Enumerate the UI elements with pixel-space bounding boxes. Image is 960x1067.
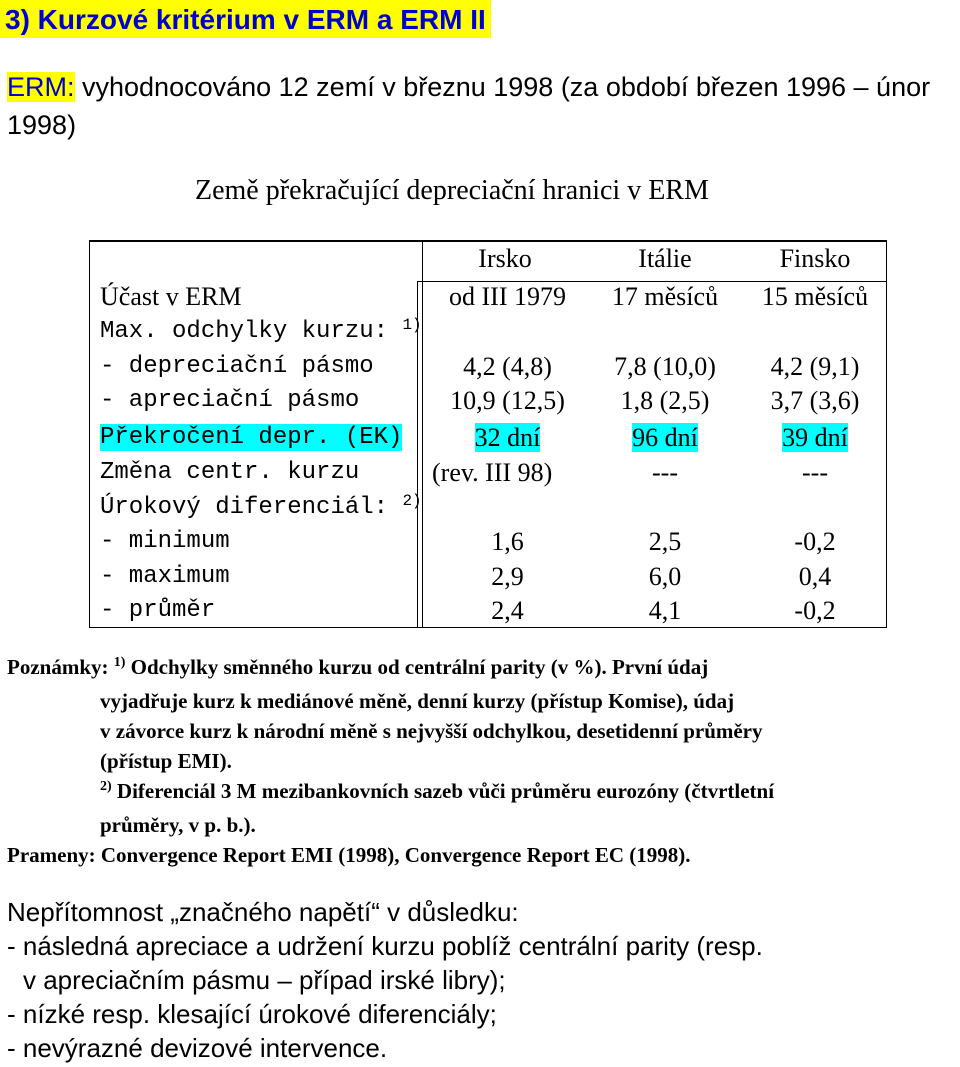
notes-block — [7, 652, 952, 870]
cell-avg-irsko: 2,4 — [491, 596, 524, 625]
cell-dep-irsko: 4,2 (4,8) — [463, 352, 552, 381]
cell-dep-italie: 7,8 (10,0) — [614, 352, 716, 381]
cell-exceed-italie: 96 dní — [632, 423, 698, 452]
row-label-interest-diff: Úrokový diferenciál: $^{2)}$ — [100, 492, 422, 521]
cell-participation-finsko: 15 měsíců — [761, 282, 869, 311]
note-1-line-4: (přístup EMI). — [100, 749, 232, 773]
cell-max-irsko: 2,9 — [491, 562, 524, 591]
cell-central-italie: --- — [652, 458, 678, 487]
conclusion-line-4: - nízké resp. klesající úrokové diferenciály; — [7, 999, 497, 1029]
cell-app-irsko: 10,9 (12,5) — [450, 386, 565, 415]
row-label-appreciation: - apreciační pásmo — [100, 387, 360, 414]
conclusion-block — [7, 895, 952, 1065]
conclusion-line-3: v apreciačním pásmu – případ irské libry); — [23, 965, 506, 995]
note-2-line-2: průměry, v p. b.). — [100, 813, 256, 837]
row-label-max-deviation: Max. odchylky kurzu: $^{1)}$ — [100, 316, 422, 345]
cell-exceed-irsko: 32 dní — [474, 423, 541, 452]
col-header-italie: Itálie — [638, 244, 692, 273]
cell-min-finsko: -0,2 — [794, 527, 836, 556]
footnote-1-mark: 1) — [402, 316, 422, 334]
note-1-line-3: v závorce kurz k národní měně s nejvyšší odchylkou, desetidenní průměry — [100, 719, 763, 743]
cell-central-finsko: --- — [802, 458, 828, 487]
conclusion-line-1: Nepřítomnost „značného napětí“ v důsledku: — [7, 897, 519, 927]
cell-min-irsko: 1,6 — [491, 527, 524, 556]
row-label-minimum: - minimum — [100, 528, 230, 555]
cell-app-finsko: 3,7 (3,6) — [770, 386, 860, 415]
note-2-mark: 2) — [100, 779, 112, 794]
cell-min-italie: 2,5 — [648, 527, 682, 556]
cell-avg-italie: 4,1 — [648, 596, 682, 625]
cell-dep-finsko: 4,2 (9,1) — [770, 352, 860, 381]
intro-paragraph — [7, 68, 952, 144]
cell-central-irsko: (rev. III 98) — [432, 458, 553, 487]
note-2-line-1: $^{2)}$ Diferenciál 3 M mezibankovních sazeb vůči průměru eurozóny (čtvrtletní — [100, 779, 775, 803]
row-label-depreciation: - depreciační pásmo — [100, 353, 374, 380]
cell-app-italie: 1,8 (2,5) — [620, 386, 710, 415]
row-label-exceed: Překročení depr. (EK) — [100, 424, 403, 451]
note-1-line-2: vyjadřuje kurz k mediánové měně, denní kurzy (přístup Komise), údaj — [100, 689, 735, 713]
cell-avg-finsko: -0,2 — [794, 596, 836, 625]
conclusion-line-2: - následná apreciace a udržení kurzu poblíž centrální parity (resp. — [7, 931, 763, 961]
erm-label: ERM: — [7, 72, 75, 102]
slide-title: 3) Kurzové kritérium v ERM a ERM II — [0, 0, 491, 38]
cell-participation-italie: 17 měsíců — [611, 282, 719, 311]
conclusion-line-5: - nevýrazné devizové intervence. — [7, 1033, 388, 1063]
row-label-average: - průměr — [100, 597, 216, 624]
col-header-irsko: Irsko — [478, 244, 532, 273]
cell-participation-irsko: od III 1979 — [449, 282, 566, 311]
footnote-2-mark: 2) — [402, 492, 422, 510]
col-header-finsko: Finsko — [779, 244, 851, 273]
table-caption: Země překračující depreciační hranici v ERM — [195, 175, 709, 206]
row-label-participation: Účast v ERM — [100, 282, 242, 311]
note-1-line-1: Poznámky: $^{1)}$ Odchylky směnného kurzu od centrální parity (v %). První údaj — [7, 655, 709, 679]
row-label-central-change: Změna centr. kurzu — [100, 459, 360, 486]
row-label-maximum: - maximum — [100, 563, 230, 590]
cell-max-italie: 6,0 — [648, 562, 682, 591]
sources-line: Prameny: Convergence Report EMI (1998), Convergence Report EC (1998). — [7, 843, 691, 867]
cell-exceed-finsko: 39 dní — [782, 423, 848, 452]
cell-max-finsko: 0,4 — [798, 562, 832, 591]
table-divider — [422, 242, 423, 627]
notes-label: Poznámky: — [7, 655, 109, 679]
intro-text: vyhodnocováno 12 zemí v březnu 1998 (za období březen 1996 – únor 1998) — [7, 72, 931, 140]
note-1-mark: 1) — [113, 655, 126, 670]
